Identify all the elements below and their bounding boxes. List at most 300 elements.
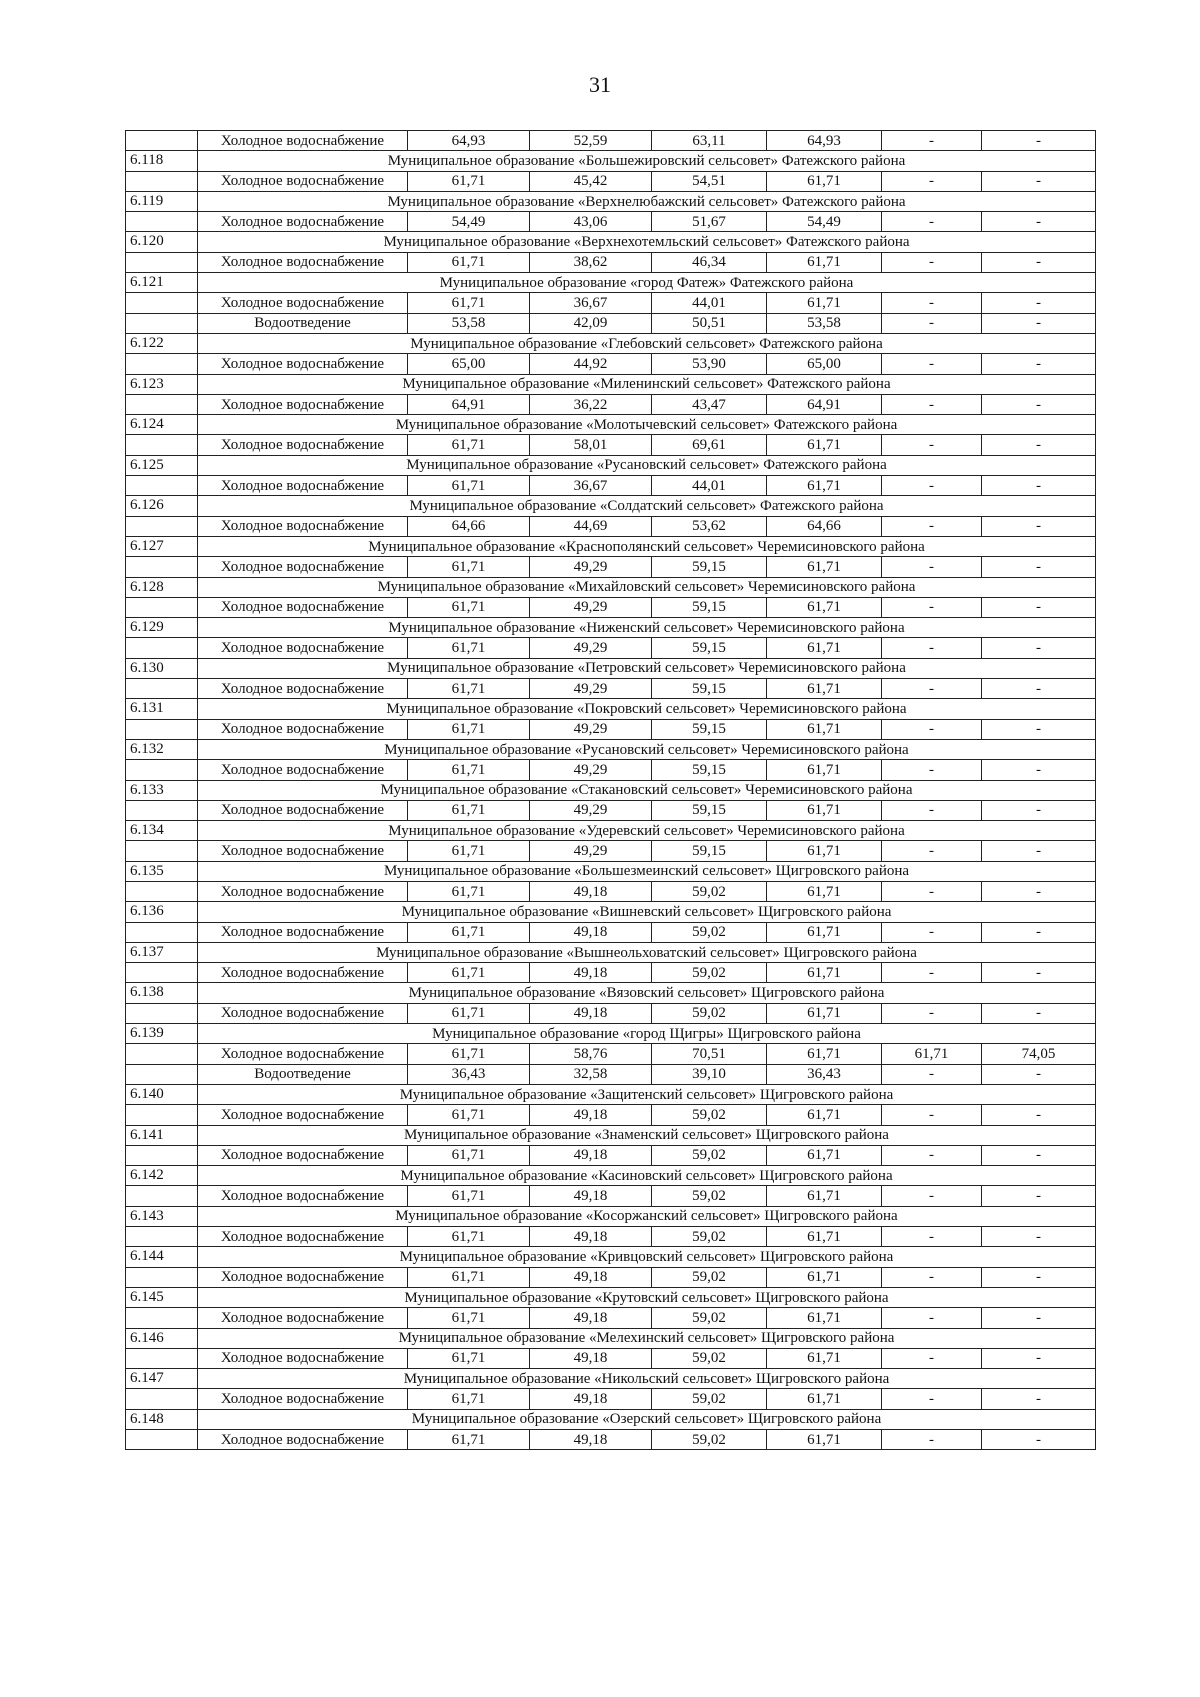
value-cell: - [882,435,982,455]
value-cell: 43,06 [530,212,652,232]
table-row [126,1044,1096,1064]
value-cell: 61,71 [408,638,530,658]
value-cell: 59,02 [652,1105,767,1125]
code-cell [126,1267,198,1287]
section-header-row [126,1206,1096,1226]
section-title: Муниципальное образование «Миленинский сельсовет» Фатежского района [198,374,1096,394]
section-header-row [126,861,1096,881]
service-cell: Водоотведение [198,313,408,333]
value-cell: 61,71 [767,638,882,658]
value-cell: 61,71 [767,719,882,739]
value-cell: 61,71 [408,1145,530,1165]
value-cell: 74,05 [982,1044,1096,1064]
value-cell: 44,01 [652,476,767,496]
section-code: 6.147 [126,1369,198,1389]
value-cell: 63,11 [652,131,767,151]
value-cell: 61,71 [408,922,530,942]
value-cell: 59,15 [652,597,767,617]
service-cell: Холодное водоснабжение [198,1186,408,1206]
value-cell: - [882,841,982,861]
value-cell: - [982,557,1096,577]
value-cell: 59,15 [652,800,767,820]
section-title: Муниципальное образование «Вязовский сельсовет» Щигровского района [198,983,1096,1003]
value-cell: 61,71 [767,922,882,942]
service-cell: Холодное водоснабжение [198,597,408,617]
value-cell: 49,18 [530,1348,652,1368]
value-cell: - [882,293,982,313]
section-title: Муниципальное образование «город Щигры» Щигровского района [198,1024,1096,1044]
service-cell: Холодное водоснабжение [198,1267,408,1287]
section-code: 6.130 [126,658,198,678]
value-cell: 61,71 [408,557,530,577]
table-row [126,1145,1096,1165]
section-code: 6.139 [126,1024,198,1044]
value-cell: - [882,597,982,617]
value-cell: 61,71 [767,1227,882,1247]
section-code: 6.119 [126,191,198,211]
value-cell: - [982,1003,1096,1023]
value-cell: 61,71 [767,597,882,617]
value-cell: - [882,963,982,983]
section-code: 6.129 [126,618,198,638]
section-code: 6.118 [126,151,198,171]
value-cell: - [982,1348,1096,1368]
value-cell: 59,02 [652,1389,767,1409]
service-cell: Холодное водоснабжение [198,131,408,151]
value-cell: 61,71 [767,841,882,861]
code-cell [126,313,198,333]
value-cell: 59,02 [652,1348,767,1368]
section-code: 6.140 [126,1084,198,1104]
value-cell: - [882,760,982,780]
section-code: 6.134 [126,821,198,841]
value-cell: 54,51 [652,171,767,191]
service-cell: Холодное водоснабжение [198,760,408,780]
section-code: 6.136 [126,902,198,922]
value-cell: 61,71 [882,1044,982,1064]
table-row [126,800,1096,820]
value-cell: 45,42 [530,171,652,191]
service-cell: Холодное водоснабжение [198,1430,408,1450]
value-cell: 43,47 [652,394,767,414]
table-row [126,597,1096,617]
service-cell: Холодное водоснабжение [198,1105,408,1125]
value-cell: 61,71 [408,679,530,699]
value-cell: - [982,1105,1096,1125]
service-cell: Холодное водоснабжение [198,1308,408,1328]
value-cell: - [882,476,982,496]
section-header-row [126,455,1096,475]
value-cell: 44,69 [530,516,652,536]
section-title: Муниципальное образование «Русановский сельсовет» Фатежского района [198,455,1096,475]
table-row [126,1227,1096,1247]
value-cell: 49,18 [530,881,652,901]
code-cell [126,1430,198,1450]
value-cell: - [882,1064,982,1084]
section-header-row [126,1369,1096,1389]
service-cell: Холодное водоснабжение [198,881,408,901]
table-row [126,394,1096,414]
section-header-row [126,983,1096,1003]
section-title: Муниципальное образование «Озерский сельсовет» Щигровского района [198,1409,1096,1429]
value-cell: - [982,354,1096,374]
section-title: Муниципальное образование «Мелехинский сельсовет» Щигровского района [198,1328,1096,1348]
code-cell [126,212,198,232]
service-cell: Холодное водоснабжение [198,719,408,739]
section-header-row [126,333,1096,353]
value-cell: 49,18 [530,1227,652,1247]
value-cell: 59,02 [652,1003,767,1023]
section-header-row [126,902,1096,922]
section-header-row [126,1166,1096,1186]
service-cell: Холодное водоснабжение [198,476,408,496]
section-header-row [126,699,1096,719]
value-cell: 61,71 [408,1044,530,1064]
value-cell: 61,71 [408,760,530,780]
service-cell: Холодное водоснабжение [198,1227,408,1247]
section-code: 6.128 [126,577,198,597]
section-header-row [126,1125,1096,1145]
value-cell: 65,00 [767,354,882,374]
section-header-row [126,151,1096,171]
table-row [126,1186,1096,1206]
code-cell [126,435,198,455]
section-code: 6.132 [126,739,198,759]
value-cell: - [982,252,1096,272]
code-cell [126,1308,198,1328]
page-number: 31 [589,72,611,97]
section-code: 6.137 [126,942,198,962]
value-cell: 61,71 [767,1145,882,1165]
value-cell: 49,18 [530,1145,652,1165]
value-cell: 61,71 [408,719,530,739]
section-title: Муниципальное образование «Русановский сельсовет» Черемисиновского района [198,739,1096,759]
section-title: Муниципальное образование «Глебовский сельсовет» Фатежского района [198,333,1096,353]
value-cell: - [882,800,982,820]
section-header-row [126,577,1096,597]
section-title: Муниципальное образование «Крутовский сельсовет» Щигровского района [198,1287,1096,1307]
value-cell: 53,58 [767,313,882,333]
value-cell: 54,49 [408,212,530,232]
value-cell: 49,18 [530,1186,652,1206]
table-row [126,171,1096,191]
value-cell: 49,29 [530,679,652,699]
service-cell: Холодное водоснабжение [198,800,408,820]
value-cell: - [882,131,982,151]
code-cell [126,252,198,272]
value-cell: - [882,1227,982,1247]
value-cell: 61,71 [408,171,530,191]
section-title: Муниципальное образование «Кривцовский сельсовет» Щигровского района [198,1247,1096,1267]
code-cell [126,760,198,780]
section-header-row [126,1287,1096,1307]
value-cell: - [882,881,982,901]
code-cell [126,963,198,983]
section-code: 6.141 [126,1125,198,1145]
table-row [126,313,1096,333]
table-row [126,760,1096,780]
value-cell: - [982,516,1096,536]
code-cell [126,841,198,861]
service-cell: Холодное водоснабжение [198,293,408,313]
value-cell: - [882,354,982,374]
value-cell: 61,71 [767,171,882,191]
code-cell [126,1003,198,1023]
section-title: Муниципальное образование «Покровский сельсовет» Черемисиновского района [198,699,1096,719]
code-cell [126,719,198,739]
value-cell: 61,71 [767,760,882,780]
value-cell: 49,18 [530,1389,652,1409]
value-cell: 36,67 [530,293,652,313]
table-row [126,1430,1096,1450]
value-cell: 59,02 [652,1227,767,1247]
value-cell: 59,02 [652,881,767,901]
table-row [126,719,1096,739]
value-cell: 59,15 [652,679,767,699]
value-cell: - [982,171,1096,191]
value-cell: 39,10 [652,1064,767,1084]
value-cell: - [882,212,982,232]
value-cell: - [882,1186,982,1206]
value-cell: 49,18 [530,1308,652,1328]
value-cell: - [982,1308,1096,1328]
value-cell: 61,71 [408,841,530,861]
value-cell: - [982,1389,1096,1409]
table-row [126,131,1096,151]
service-cell: Холодное водоснабжение [198,1348,408,1368]
value-cell: - [982,760,1096,780]
value-cell: - [982,881,1096,901]
section-header-row [126,374,1096,394]
value-cell: 61,71 [408,881,530,901]
table-row [126,638,1096,658]
section-code: 6.125 [126,455,198,475]
service-cell: Холодное водоснабжение [198,841,408,861]
section-title: Муниципальное образование «Вишневский сельсовет» Щигровского района [198,902,1096,922]
value-cell: - [982,313,1096,333]
value-cell: 64,66 [767,516,882,536]
table-row [126,516,1096,536]
value-cell: 59,02 [652,1186,767,1206]
value-cell: 49,18 [530,1430,652,1450]
value-cell: 36,67 [530,476,652,496]
section-code: 6.145 [126,1287,198,1307]
value-cell: 61,71 [767,1267,882,1287]
value-cell: - [882,638,982,658]
code-cell [126,171,198,191]
value-cell: - [982,1064,1096,1084]
value-cell: 49,18 [530,1105,652,1125]
section-title: Муниципальное образование «Солдатский сельсовет» Фатежского района [198,496,1096,516]
section-code: 6.142 [126,1166,198,1186]
table-row [126,293,1096,313]
value-cell: 46,34 [652,252,767,272]
code-cell [126,557,198,577]
value-cell: 64,93 [767,131,882,151]
code-cell [126,354,198,374]
section-title: Муниципальное образование «Молотычевский сельсовет» Фатежского района [198,415,1096,435]
value-cell: 59,02 [652,922,767,942]
section-title: Муниципальное образование «Стакановский сельсовет» Черемисиновского района [198,780,1096,800]
service-cell: Холодное водоснабжение [198,171,408,191]
value-cell: 61,71 [767,1044,882,1064]
value-cell: 61,71 [408,1105,530,1125]
code-cell [126,597,198,617]
section-title: Муниципальное образование «город Фатеж» Фатежского района [198,273,1096,293]
service-cell: Холодное водоснабжение [198,1003,408,1023]
value-cell: 61,71 [408,597,530,617]
value-cell: 61,71 [767,1308,882,1328]
value-cell: - [882,1105,982,1125]
service-cell: Холодное водоснабжение [198,435,408,455]
value-cell: - [882,719,982,739]
code-cell [126,1044,198,1064]
value-cell: 49,29 [530,760,652,780]
value-cell: 59,15 [652,557,767,577]
section-title: Муниципальное образование «Касиновский сельсовет» Щигровского района [198,1166,1096,1186]
section-header-row [126,1024,1096,1044]
value-cell: 49,29 [530,597,652,617]
table-row [126,354,1096,374]
section-header-row [126,273,1096,293]
table-row [126,435,1096,455]
value-cell: 53,58 [408,313,530,333]
value-cell: - [982,922,1096,942]
value-cell: 59,02 [652,1145,767,1165]
value-cell: - [882,1145,982,1165]
value-cell: 49,18 [530,963,652,983]
value-cell: 59,02 [652,963,767,983]
value-cell: - [982,1267,1096,1287]
section-code: 6.131 [126,699,198,719]
service-cell: Холодное водоснабжение [198,354,408,374]
section-code: 6.121 [126,273,198,293]
value-cell: 61,71 [767,1186,882,1206]
value-cell: 61,71 [408,1186,530,1206]
value-cell: 69,61 [652,435,767,455]
section-header-row [126,415,1096,435]
value-cell: - [982,800,1096,820]
table-row [126,1064,1096,1084]
value-cell: 59,02 [652,1430,767,1450]
table-row [126,1003,1096,1023]
value-cell: 49,29 [530,638,652,658]
value-cell: 61,71 [408,963,530,983]
service-cell: Холодное водоснабжение [198,252,408,272]
section-code: 6.144 [126,1247,198,1267]
value-cell: 59,15 [652,638,767,658]
section-header-row [126,1409,1096,1429]
service-cell: Холодное водоснабжение [198,679,408,699]
section-code: 6.127 [126,536,198,556]
value-cell: 54,49 [767,212,882,232]
value-cell: 58,76 [530,1044,652,1064]
value-cell: 49,29 [530,719,652,739]
code-cell [126,1227,198,1247]
value-cell: - [982,212,1096,232]
section-header-row [126,658,1096,678]
value-cell: 61,71 [408,800,530,820]
section-header-row [126,821,1096,841]
value-cell: 61,71 [408,1308,530,1328]
table-row [126,679,1096,699]
section-title: Муниципальное образование «Верхнехотемльский сельсовет» Фатежского района [198,232,1096,252]
section-header-row [126,942,1096,962]
value-cell: 36,43 [767,1064,882,1084]
value-cell: 61,71 [767,293,882,313]
code-cell [126,1186,198,1206]
value-cell: - [882,1308,982,1328]
section-header-row [126,496,1096,516]
value-cell: 59,02 [652,1308,767,1328]
service-cell: Водоотведение [198,1064,408,1084]
table-row [126,1267,1096,1287]
value-cell: 49,18 [530,922,652,942]
value-cell: - [982,719,1096,739]
value-cell: - [982,476,1096,496]
section-title: Муниципальное образование «Ниженский сельсовет» Черемисиновского района [198,618,1096,638]
code-cell [126,1389,198,1409]
code-cell [126,922,198,942]
table-row [126,212,1096,232]
section-title: Муниципальное образование «Краснополянский сельсовет» Черемисиновского района [198,536,1096,556]
code-cell [126,131,198,151]
value-cell: - [882,516,982,536]
value-cell: - [882,557,982,577]
value-cell: - [982,597,1096,617]
code-cell [126,516,198,536]
section-code: 6.124 [126,415,198,435]
value-cell: - [982,1430,1096,1450]
value-cell: - [982,679,1096,699]
value-cell: 64,91 [767,394,882,414]
value-cell: - [882,1267,982,1287]
section-code: 6.135 [126,861,198,881]
table-row [126,1105,1096,1125]
value-cell: 61,71 [408,1227,530,1247]
section-title: Муниципальное образование «Косоржанский сельсовет» Щигровского района [198,1206,1096,1226]
code-cell [126,293,198,313]
section-code: 6.146 [126,1328,198,1348]
section-code: 6.148 [126,1409,198,1429]
value-cell: 61,71 [408,1348,530,1368]
section-title: Муниципальное образование «Петровский сельсовет» Черемисиновского района [198,658,1096,678]
value-cell: 53,90 [652,354,767,374]
code-cell [126,800,198,820]
section-title: Муниципальное образование «Большезмеинский сельсовет» Щигровского района [198,861,1096,881]
section-title: Муниципальное образование «Знаменский сельсовет» Щигровского района [198,1125,1096,1145]
value-cell: 61,71 [767,1348,882,1368]
code-cell [126,638,198,658]
value-cell: 50,51 [652,313,767,333]
section-title: Муниципальное образование «Верхнелюбажский сельсовет» Фатежского района [198,191,1096,211]
value-cell: - [882,1003,982,1023]
code-cell [126,1064,198,1084]
value-cell: 58,01 [530,435,652,455]
value-cell: 49,29 [530,800,652,820]
section-header-row [126,536,1096,556]
service-cell: Холодное водоснабжение [198,557,408,577]
table-row [126,476,1096,496]
value-cell: 61,71 [408,1389,530,1409]
value-cell: 59,02 [652,1267,767,1287]
section-title: Муниципальное образование «Михайловский сельсовет» Черемисиновского района [198,577,1096,597]
section-code: 6.122 [126,333,198,353]
value-cell: 61,71 [767,557,882,577]
service-cell: Холодное водоснабжение [198,638,408,658]
code-cell [126,679,198,699]
value-cell: 61,71 [767,1389,882,1409]
